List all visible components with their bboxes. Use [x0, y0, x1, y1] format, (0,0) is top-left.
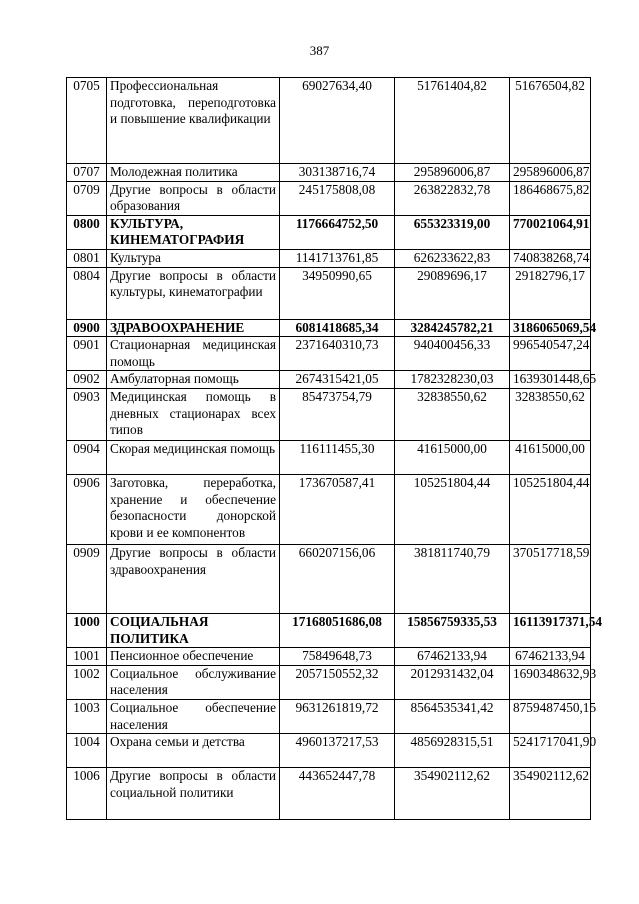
table-row — [67, 337, 591, 371]
budget-item-name-cell: Другие вопросы в области здравоохранения — [107, 544, 280, 613]
table-row — [67, 613, 591, 647]
budget-item-name-cell: Социальное обеспечение населения — [107, 699, 280, 733]
amount-2-cell: 295896006,87 — [395, 164, 510, 182]
amount-1-cell: 2371640310,73 — [280, 337, 395, 371]
budget-item-name-cell: КУЛЬТУРА, КИНЕМАТОГРАФИЯ — [107, 215, 280, 249]
amount-3-cell: 770021064,91 — [510, 215, 591, 249]
amount-1-cell: 4960137217,53 — [280, 734, 395, 768]
budget-table-body — [67, 78, 603, 820]
amount-2-cell: 32838550,62 — [395, 388, 510, 440]
amount-3-cell: 3186065069,54 — [510, 319, 591, 337]
table-row — [67, 440, 591, 474]
table-row — [67, 164, 591, 182]
amount-1-cell: 17168051686,08 — [280, 613, 395, 647]
amount-3-cell: 5241717041,90 — [510, 734, 591, 768]
budget-code-cell: 1002 — [67, 665, 107, 699]
amount-2-cell: 354902112,62 — [395, 768, 510, 820]
budget-code-cell: 0707 — [67, 164, 107, 182]
amount-1-cell: 116111455,30 — [280, 440, 395, 474]
table-row — [67, 319, 591, 337]
budget-item-name-cell: Другие вопросы в области социальной политики — [107, 768, 280, 820]
amount-2-cell: 381811740,79 — [395, 544, 510, 613]
budget-item-name-cell: СОЦИАЛЬНАЯ ПОЛИТИКА — [107, 613, 280, 647]
amount-2-cell: 1782328230,03 — [395, 371, 510, 389]
budget-item-name-cell: Молодежная политика — [107, 164, 280, 182]
page-number: 387 — [309, 43, 330, 58]
budget-item-name-cell: Охрана семьи и детства — [107, 734, 280, 768]
amount-1-cell: 34950990,65 — [280, 267, 395, 319]
amount-2-cell: 3284245782,21 — [395, 319, 510, 337]
budget-table — [66, 77, 603, 820]
amount-3-cell: 996540547,24 — [510, 337, 591, 371]
table-row — [67, 371, 591, 389]
amount-1-cell: 2057150552,32 — [280, 665, 395, 699]
table-row — [67, 267, 591, 319]
table-row — [67, 648, 591, 666]
table-row — [67, 215, 591, 249]
budget-code-cell: 0804 — [67, 267, 107, 319]
amount-3-cell: 1690348632,93 — [510, 665, 591, 699]
amount-3-cell: 295896006,87 — [510, 164, 591, 182]
amount-3-cell: 41615000,00 — [510, 440, 591, 474]
budget-code-cell: 0709 — [67, 181, 107, 215]
budget-code-cell: 0900 — [67, 319, 107, 337]
budget-code-cell: 1004 — [67, 734, 107, 768]
amount-2-cell: 655323319,00 — [395, 215, 510, 249]
amount-3-cell: 32838550,62 — [510, 388, 591, 440]
budget-code-cell: 0903 — [67, 388, 107, 440]
amount-3-cell: 354902112,62 — [510, 768, 591, 820]
amount-1-cell: 85473754,79 — [280, 388, 395, 440]
amount-2-cell: 2012931432,04 — [395, 665, 510, 699]
amount-3-cell: 370517718,59 — [510, 544, 591, 613]
amount-1-cell: 9631261819,72 — [280, 699, 395, 733]
amount-1-cell: 1141713761,85 — [280, 249, 395, 267]
budget-item-name-cell: Культура — [107, 249, 280, 267]
budget-code-cell: 0909 — [67, 544, 107, 613]
amount-3-cell: 16113917371,54 — [510, 613, 591, 647]
budget-code-cell: 0901 — [67, 337, 107, 371]
amount-1-cell: 245175808,08 — [280, 181, 395, 215]
amount-1-cell: 173670587,41 — [280, 474, 395, 544]
budget-item-name-cell: Другие вопросы в области образования — [107, 181, 280, 215]
amount-3-cell: 740838268,74 — [510, 249, 591, 267]
amount-1-cell: 660207156,06 — [280, 544, 395, 613]
budget-code-cell: 0705 — [67, 78, 107, 164]
budget-item-name-cell: Профессиональная подготовка, переподготовка и повышение квалификации — [107, 78, 280, 164]
amount-2-cell: 15856759335,53 — [395, 613, 510, 647]
budget-item-name-cell: Амбулаторная помощь — [107, 371, 280, 389]
budget-code-cell: 1003 — [67, 699, 107, 733]
amount-3-cell: 105251804,44 — [510, 474, 591, 544]
amount-3-cell: 186468675,82 — [510, 181, 591, 215]
amount-2-cell: 626233622,83 — [395, 249, 510, 267]
budget-code-cell: 0906 — [67, 474, 107, 544]
amount-1-cell: 303138716,74 — [280, 164, 395, 182]
budget-item-name-cell: Стационарная медицинская помощь — [107, 337, 280, 371]
budget-code-cell: 0904 — [67, 440, 107, 474]
table-row — [67, 665, 591, 699]
amount-2-cell: 29089696,17 — [395, 267, 510, 319]
amount-1-cell: 1176664752,50 — [280, 215, 395, 249]
amount-3-cell: 8759487450,15 — [510, 699, 591, 733]
budget-item-name-cell: Другие вопросы в области культуры, кинематографии — [107, 267, 280, 319]
budget-item-name-cell: Социальное обслуживание населения — [107, 665, 280, 699]
amount-2-cell: 263822832,78 — [395, 181, 510, 215]
amount-2-cell: 41615000,00 — [395, 440, 510, 474]
budget-item-name-cell: ЗДРАВООХРАНЕНИЕ — [107, 319, 280, 337]
budget-code-cell: 1001 — [67, 648, 107, 666]
amount-3-cell: 51676504,82 — [510, 78, 591, 164]
table-row — [67, 388, 591, 440]
amount-1-cell: 69027634,40 — [280, 78, 395, 164]
budget-code-cell: 1000 — [67, 613, 107, 647]
budget-item-name-cell: Пенсионное обеспечение — [107, 648, 280, 666]
table-row — [67, 249, 591, 267]
amount-1-cell: 75849648,73 — [280, 648, 395, 666]
amount-2-cell: 67462133,94 — [395, 648, 510, 666]
table-row — [67, 768, 591, 820]
budget-code-cell: 0800 — [67, 215, 107, 249]
table-row — [67, 734, 591, 768]
table-row — [67, 544, 591, 613]
amount-1-cell: 2674315421,05 — [280, 371, 395, 389]
budget-code-cell: 0902 — [67, 371, 107, 389]
budget-item-name-cell: Скорая медицинская помощь — [107, 440, 280, 474]
amount-1-cell: 6081418685,34 — [280, 319, 395, 337]
amount-3-cell: 67462133,94 — [510, 648, 591, 666]
table-row — [67, 78, 591, 164]
amount-2-cell: 105251804,44 — [395, 474, 510, 544]
amount-2-cell: 51761404,82 — [395, 78, 510, 164]
budget-code-cell: 0801 — [67, 249, 107, 267]
amount-1-cell: 443652447,78 — [280, 768, 395, 820]
table-row — [67, 699, 591, 733]
budget-item-name-cell: Заготовка, переработка, хранение и обеспечение безопасности донорской крови и ее компонентов — [107, 474, 280, 544]
table-row — [67, 181, 591, 215]
amount-3-cell: 29182796,17 — [510, 267, 591, 319]
amount-2-cell: 4856928315,51 — [395, 734, 510, 768]
table-row — [67, 474, 591, 544]
budget-item-name-cell: Медицинская помощь в дневных стационарах всех типов — [107, 388, 280, 440]
amount-2-cell: 8564535341,42 — [395, 699, 510, 733]
amount-3-cell: 1639301448,65 — [510, 371, 591, 389]
budget-code-cell: 1006 — [67, 768, 107, 820]
amount-2-cell: 940400456,33 — [395, 337, 510, 371]
